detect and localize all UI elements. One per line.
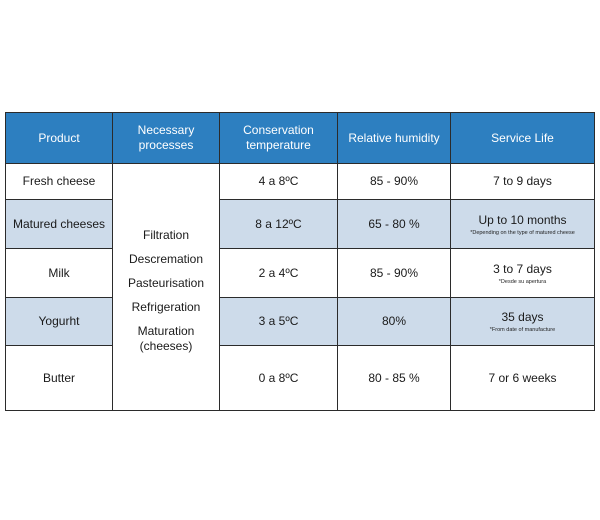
service-life-footnote: *Depending on the type of matured cheese [470,229,575,236]
table-row [6,164,595,200]
processes-cell [113,164,220,411]
humidity-cell: 85 - 90% [338,164,451,200]
service-life-cell [451,249,595,298]
service-life-value: Up to 10 months [478,212,567,227]
process-list [117,220,215,354]
header-temperature: Conservation temperature [220,113,338,164]
table-row [6,249,595,298]
service-life-value: 3 to 7 days [493,261,552,276]
temperature-cell: 4 a 8ºC [220,164,338,200]
service-life-value: 7 or 6 weeks [488,370,557,385]
process-item: Descremation [128,252,204,266]
process-item: Filtration [142,228,189,242]
table-header-row [6,113,595,164]
humidity-cell: 80% [338,298,451,346]
service-life-value: 7 to 9 days [493,174,552,188]
product-cell: Matured cheeses [6,200,113,249]
table-row [6,298,595,346]
service-life-cell [451,200,595,249]
service-life-cell [451,164,595,200]
temperature-cell: 0 a 8ºC [220,346,338,411]
humidity-cell: 65 - 80 % [338,200,451,249]
product-cell: Butter [6,346,113,411]
service-life-cell [451,298,595,346]
service-life-footnote: *Desde su apertura [498,278,547,285]
header-humidity: Relative humidity [338,113,451,164]
humidity-cell: 85 - 90% [338,249,451,298]
product-cell: Yogurht [6,298,113,346]
table-row [6,346,595,411]
service-life-value: 35 days [501,310,544,324]
product-cell: Milk [6,249,113,298]
temperature-cell: 3 a 5ºC [220,298,338,346]
service-life-cell [451,346,595,411]
product-cell: Fresh cheese [6,164,113,200]
process-item: Pasteurisation [127,276,205,290]
humidity-cell: 80 - 85 % [338,346,451,411]
process-item: Maturation (cheeses) [137,324,195,353]
process-item: Refrigeration [131,300,201,314]
dairy-storage-table [5,112,595,411]
service-life-footnote: *From date of manufacture [489,327,556,333]
table-row [6,200,595,249]
header-service-life: Service Life [451,113,595,164]
temperature-cell: 8 a 12ºC [220,200,338,249]
temperature-cell: 2 a 4ºC [220,249,338,298]
header-product: Product [6,113,113,164]
header-processes: Necessary processes [113,113,220,164]
